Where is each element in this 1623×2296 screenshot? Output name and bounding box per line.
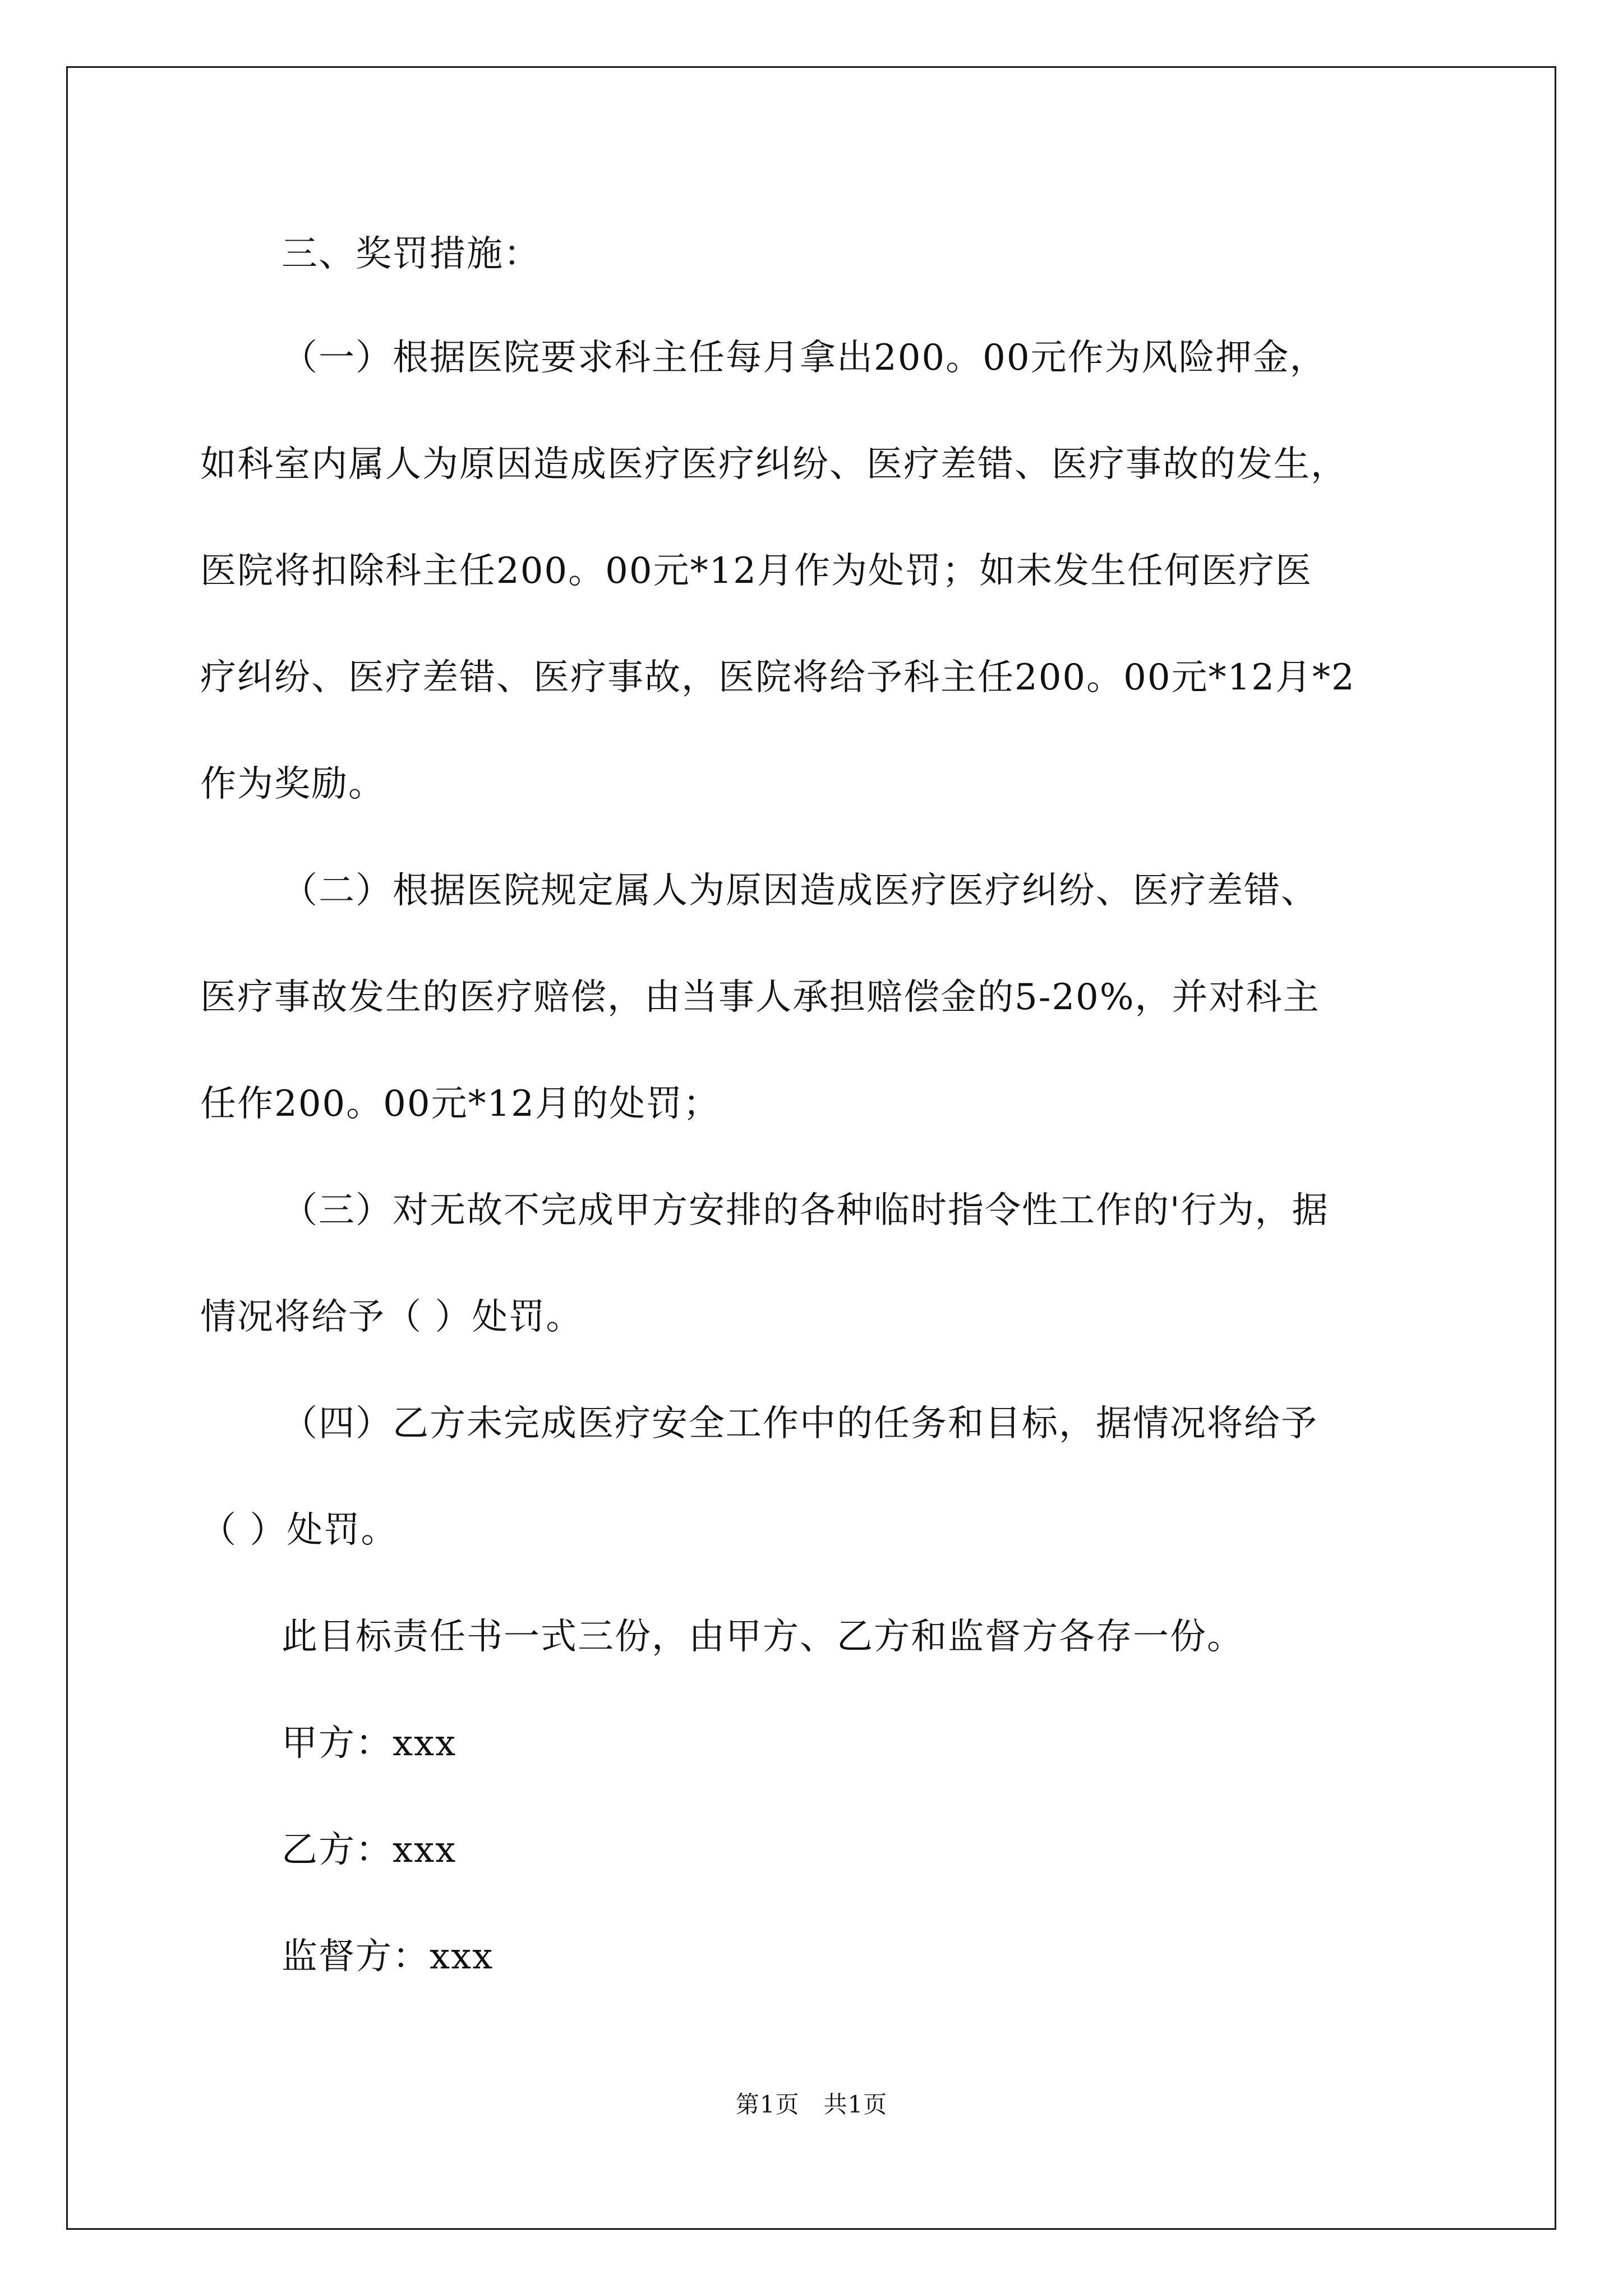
paragraph-3-line-2: 情况将给予（ ）处罚。 [200,1296,583,1338]
paragraph-2-line-2: 医疗事故发生的医疗赔偿，由当事人承担赔偿金的5-20%，并对科主 [200,977,1320,1018]
paragraph-2-line-3: 任作200。00元*12月的处罚； [200,1083,721,1125]
party-b-signature: 乙方：xxx [282,1829,457,1871]
copies-statement: 此目标责任书一式三份，由甲方、乙方和监督方各存一份。 [282,1616,1244,1658]
paragraph-1-line-3: 医院将扣除科主任200。00元*12月作为处罚；如未发生任何医疗医 [200,550,1313,592]
page-border [66,66,1556,2230]
paragraph-4-line-2: （ ）处罚。 [200,1510,398,1551]
paragraph-1-line-5: 作为奖励。 [200,763,385,805]
paragraph-4-line-1: （四）乙方未完成医疗安全工作中的任务和目标，据情况将给予 [282,1403,1318,1444]
party-a-signature: 甲方：xxx [282,1723,457,1764]
paragraph-1-line-4: 疗纠纷、医疗差错、医疗事故，医院将给予科主任200。00元*12月*2 [200,657,1355,698]
section-heading: 三、奖罚措施： [282,233,541,275]
paragraph-3-line-1: （三）对无故不完成甲方安排的各种临时指令性工作的'行为，据 [282,1190,1329,1231]
supervisor-signature: 监督方：xxx [282,1936,494,1977]
page-footer: 第1页 共1页 [735,2091,888,2118]
paragraph-1-line-1: （一）根据医院要求科主任每月拿出200。00元作为风险押金， [282,337,1327,379]
paragraph-2-line-1: （二）根据医院规定属人为原因造成医疗医疗纠纷、医疗差错、 [282,870,1318,912]
paragraph-1-line-2: 如科室内属人为原因造成医疗医疗纠纷、医疗差错、医疗事故的发生， [200,444,1348,485]
